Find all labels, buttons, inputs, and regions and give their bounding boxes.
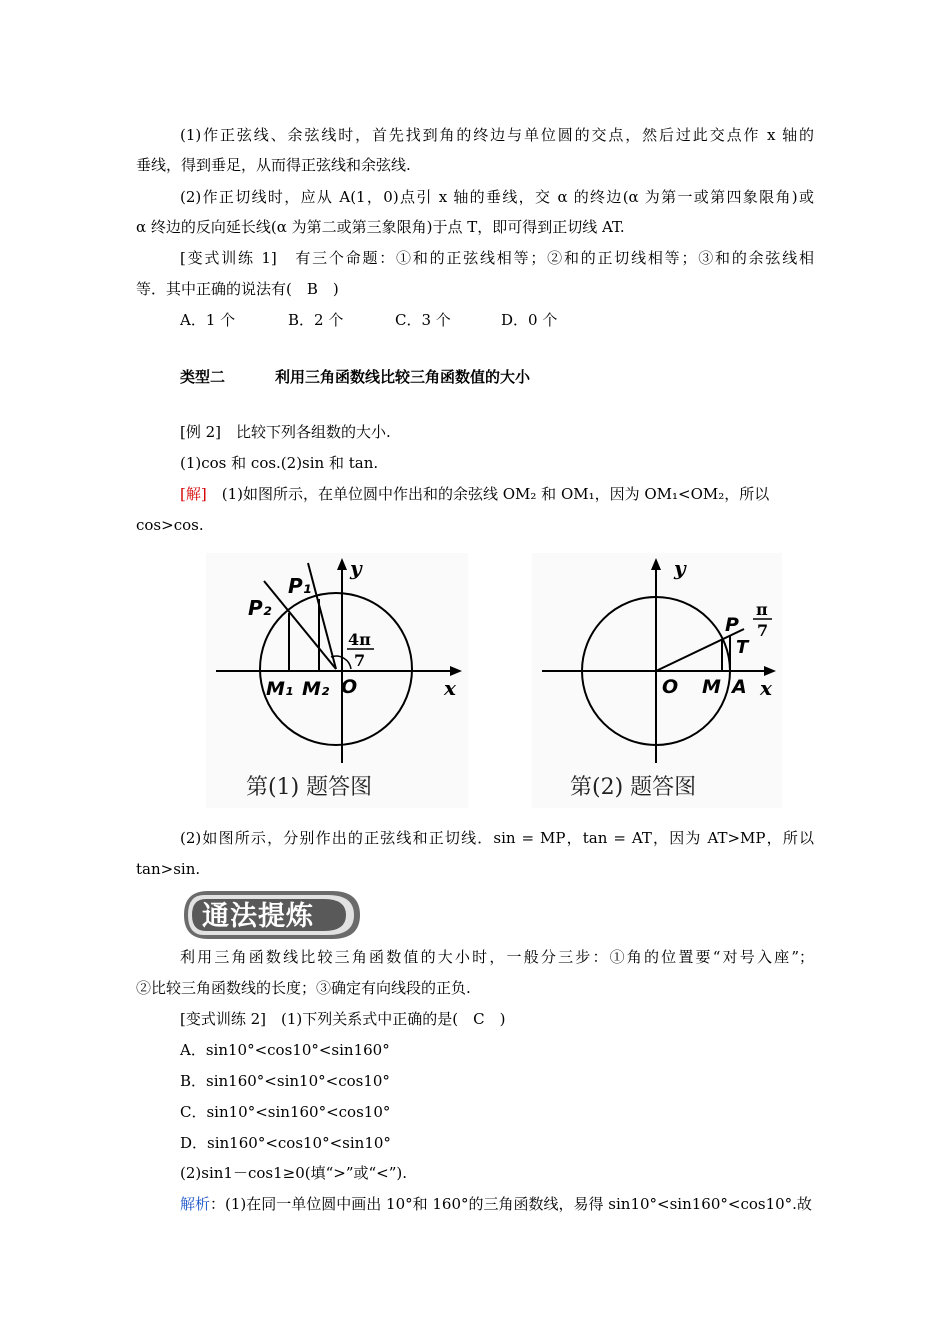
exercise1-option-a: A．1 个 — [180, 311, 236, 329]
solution-line2: cos>cos. — [136, 516, 204, 534]
figure2-angle-numerator: π — [756, 600, 768, 619]
figure2-caption: 第(2) 题答图 — [570, 775, 697, 800]
figure1-caption: 第(1) 题答图 — [246, 775, 373, 800]
figure2 — [532, 553, 782, 808]
method-badge — [182, 889, 362, 941]
figure2-p-label: P — [725, 614, 739, 636]
figure1-x-label: x — [444, 676, 456, 700]
part2-line1: (2)如图所示，分别作出的正弦线和正切线．sin = MP，tan = AT，因为 AT>MP，所以 — [180, 829, 814, 847]
solution-tag: [解] — [180, 485, 207, 503]
para1-line1: (1)作正弦线、余弦线时，首先找到角的终边与单位圆的交点，然后过此交点作 x 轴的 — [180, 126, 814, 144]
analysis-line — [180, 1193, 812, 1215]
exercise2-option-a: A．sin10°<cos10°<sin160° — [180, 1041, 390, 1059]
example2-line1: [例 2] 比较下列各组数的大小. — [180, 423, 391, 441]
figure2-m-label: M — [702, 676, 721, 698]
exercise1-line1: [变式训练 1] 有三个命题：①和的正弦线相等；②和的正切线相等；③和的余弦线相 — [180, 249, 814, 267]
para2-line1: (2)作正切线时，应从 A(1，0)点引 x 轴的垂线，交 α 的终边(α 为第一或第四象限角)或 — [180, 188, 814, 206]
exercise2-option-d: D．sin160°<cos10°<sin10° — [180, 1134, 391, 1152]
figure1 — [206, 553, 468, 808]
exercise1-option-c: C．3 个 — [395, 311, 451, 329]
example2-line2: (1)cos 和 cos.(2)sin 和 tan. — [180, 454, 379, 472]
solution-line1 — [180, 483, 769, 505]
figure2-x-label: x — [760, 676, 772, 700]
figure1-y-label: y — [350, 556, 362, 580]
exercise1-line2: 等．其中正确的说法有( B ) — [136, 280, 339, 298]
exercise1-option-d: D．0 个 — [501, 311, 558, 329]
analysis-tag: 解析 — [180, 1195, 211, 1213]
figure1-angle-numerator: 4π — [348, 630, 371, 649]
exercise2-line1: [变式训练 2] (1)下列关系式中正确的是( C ) — [180, 1010, 506, 1028]
figure1-o-label: O — [341, 676, 358, 698]
solution-text: (1)如图所示，在单位圆中作出和的余弦线 OM₂ 和 OM₁，因为 OM₁<OM₂，所以 — [206, 485, 770, 503]
figure2-a-label: A — [732, 676, 747, 698]
part2-line2: tan>sin. — [136, 860, 201, 878]
exercise1-option-b: B．2 个 — [288, 311, 344, 329]
section-title: 利用三角函数线比较三角函数值的大小 — [275, 368, 531, 386]
method-line2: ②比较三角函数线的长度；③确定有向线段的正负. — [136, 979, 471, 997]
exercise2-line2: (2)sin1－cos1≥0(填“>”或“<”). — [180, 1164, 408, 1182]
method-line1: 利用三角函数线比较三角函数值的大小时，一般分三步：①角的位置要“对号入座”； — [180, 948, 814, 966]
para2-line2: α 终边的反向延长线(α 为第二或第三象限角)于点 T，即可得到正切线 AT. — [136, 218, 625, 236]
figure2-angle-denominator: 7 — [757, 621, 769, 640]
para1-line2: 垂线，得到垂足，从而得正弦线和余弦线. — [136, 156, 411, 174]
exercise2-option-c: C．sin10°<sin160°<cos10° — [180, 1103, 391, 1121]
section-label: 类型二 — [180, 368, 226, 386]
badge-text: 通法提炼 — [202, 901, 314, 932]
figure1-p1-label: P₁ — [288, 574, 312, 598]
figure1-m1-label: M₁ — [266, 678, 294, 700]
analysis-text: ：(1)在同一单位圆中画出 10°和 160°的三角函数线，易得 sin10°<sin160°<cos10°.故 — [210, 1195, 812, 1213]
figure1-p2-label: P₂ — [248, 596, 272, 620]
figure1-background — [206, 553, 468, 808]
figure2-y-label: y — [674, 556, 686, 580]
section-heading — [180, 366, 530, 388]
figure2-o-label: O — [662, 676, 679, 698]
figure1-m2-label: M₂ — [302, 678, 330, 700]
figure1-angle-denominator: 7 — [354, 651, 366, 670]
exercise2-option-b: B．sin160°<sin10°<cos10° — [180, 1072, 390, 1090]
figure2-t-label: T — [736, 637, 749, 658]
